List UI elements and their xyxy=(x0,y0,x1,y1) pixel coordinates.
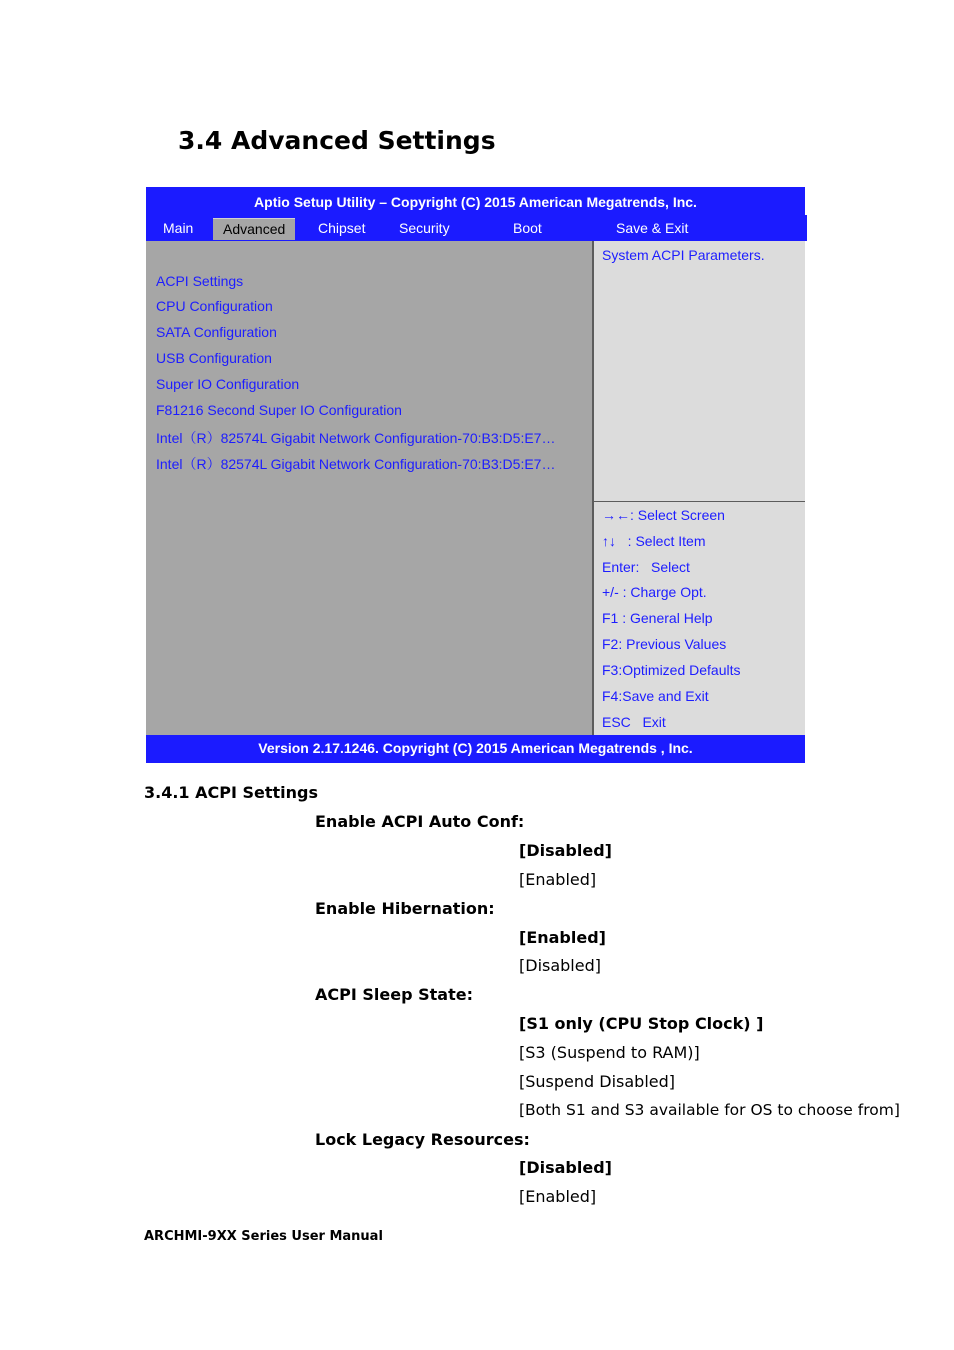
section-title: 3.4.1 ACPI Settings xyxy=(144,783,319,802)
key-previous-values: F2: Previous Values xyxy=(602,636,727,652)
bios-item-sata-configuration[interactable]: SATA Configuration xyxy=(156,324,277,340)
setting-option-sleep-state-disabled: [Suspend Disabled] xyxy=(519,1072,676,1091)
setting-default-lock-legacy: [Disabled] xyxy=(519,1158,612,1177)
tab-boot[interactable]: Boot xyxy=(513,220,542,236)
bios-help-text: System ACPI Parameters. xyxy=(602,247,765,263)
bios-item-list xyxy=(146,241,592,735)
bios-title: Aptio Setup Utility – Copyright (C) 2015 American Megatrends, Inc. xyxy=(146,187,805,215)
key-change-opt: +/- : Charge Opt. xyxy=(602,584,707,600)
bios-item-super-io-configuration[interactable]: Super IO Configuration xyxy=(156,376,300,392)
key-select-item: ↑↓ : Select Item xyxy=(602,533,706,549)
key-optimized-defaults: F3:Optimized Defaults xyxy=(602,662,741,678)
bios-menu-bar xyxy=(146,215,807,241)
key-esc-exit: ESC Exit xyxy=(602,714,666,730)
bios-screenshot xyxy=(146,187,805,763)
bios-help-panel xyxy=(594,241,805,735)
page-heading: 3.4 Advanced Settings xyxy=(178,126,496,155)
tab-security[interactable]: Security xyxy=(399,220,450,236)
bios-item-acpi-settings[interactable]: ACPI Settings xyxy=(156,273,244,289)
tab-main[interactable]: Main xyxy=(163,220,194,236)
key-general-help: F1 : General Help xyxy=(602,610,713,626)
tab-save-exit[interactable]: Save & Exit xyxy=(616,220,689,236)
bios-item-network-configuration-1[interactable]: Intel（R）82574L Gigabit Network Configuration-70:B3:D5:E7… xyxy=(156,430,556,446)
setting-option-sleep-state-both: [Both S1 and S3 available for OS to choose from] xyxy=(519,1101,900,1119)
setting-option-lock-legacy: [Enabled] xyxy=(519,1187,597,1206)
setting-default-sleep-state: [S1 only (CPU Stop Clock) ] xyxy=(519,1014,764,1033)
bios-divider-horizontal xyxy=(594,501,805,502)
key-enter-select: Enter: Select xyxy=(602,559,690,575)
setting-default-acpi-auto-conf: [Disabled] xyxy=(519,841,612,860)
bios-item-cpu-configuration[interactable]: CPU Configuration xyxy=(156,298,273,314)
setting-label-lock-legacy: Lock Legacy Resources: xyxy=(315,1130,530,1149)
setting-label-acpi-auto-conf: Enable ACPI Auto Conf: xyxy=(315,812,525,831)
bios-item-network-configuration-2[interactable]: Intel（R）82574L Gigabit Network Configuration-70:B3:D5:E7… xyxy=(156,456,556,472)
setting-label-sleep-state: ACPI Sleep State: xyxy=(315,985,473,1004)
setting-option-sleep-state-s3: [S3 (Suspend to RAM)] xyxy=(519,1043,700,1062)
page-footer: ARCHMI-9XX Series User Manual xyxy=(144,1229,383,1244)
bios-item-f81216-configuration[interactable]: F81216 Second Super IO Configuration xyxy=(156,402,402,418)
bios-footer: Version 2.17.1246. Copyright (C) 2015 American Megatrends , Inc. xyxy=(146,735,805,763)
setting-option-hibernation: [Disabled] xyxy=(519,956,601,975)
setting-option-acpi-auto-conf: [Enabled] xyxy=(519,870,597,889)
key-select-screen: →←: Select Screen xyxy=(602,507,725,523)
key-save-exit: F4:Save and Exit xyxy=(602,688,709,704)
setting-default-hibernation: [Enabled] xyxy=(519,928,606,947)
tab-advanced[interactable]: Advanced xyxy=(213,218,295,240)
bios-item-usb-configuration[interactable]: USB Configuration xyxy=(156,350,272,366)
tab-chipset[interactable]: Chipset xyxy=(318,220,366,236)
setting-label-hibernation: Enable Hibernation: xyxy=(315,899,495,918)
